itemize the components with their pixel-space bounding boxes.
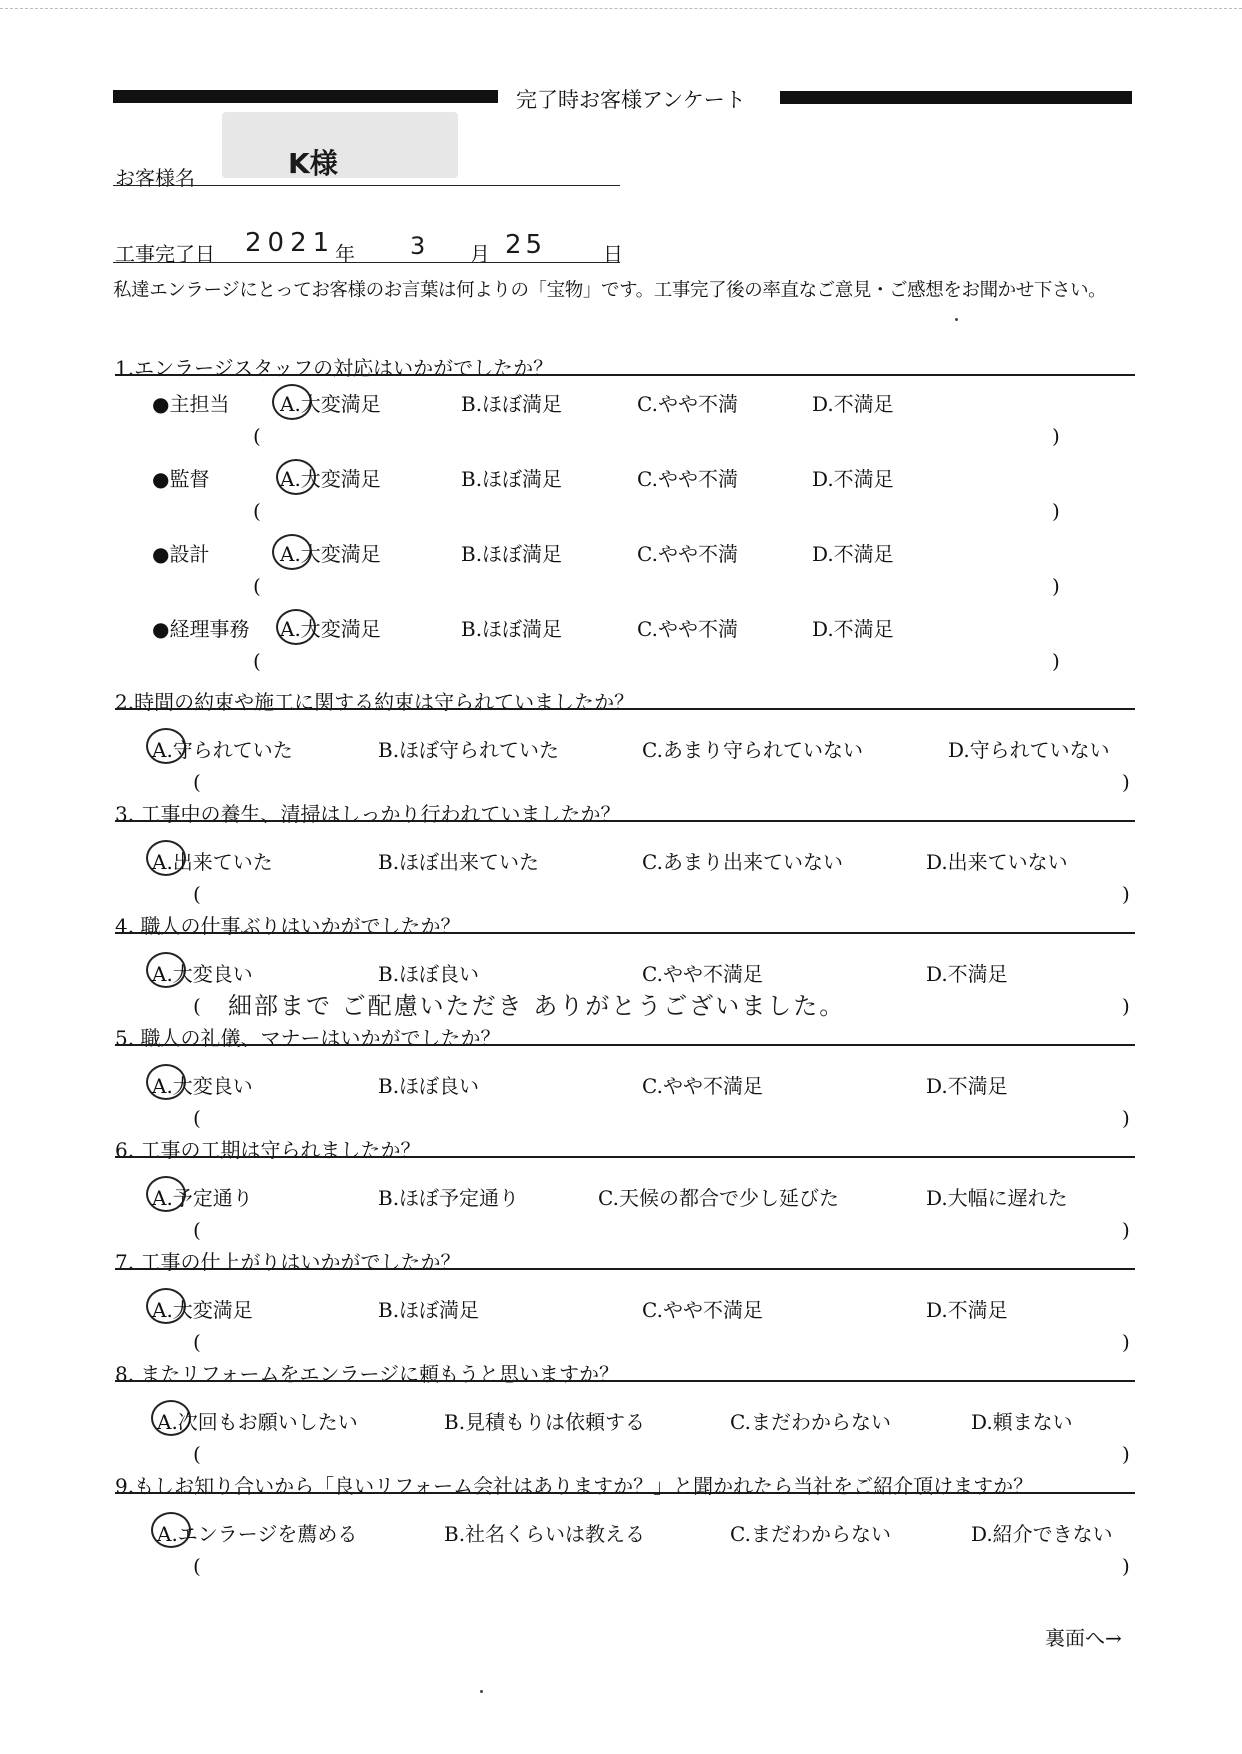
comment-close-paren: ) [1122, 770, 1130, 794]
option-d[interactable]: D.不満足 [812, 542, 894, 566]
completion-label: 工事完了日 [115, 242, 215, 266]
comment-open-paren: ( [253, 424, 261, 448]
option-a[interactable]: A.大変良い [152, 1074, 253, 1098]
question-title: 6. 工事の工期は守られましたか？ [115, 1138, 421, 1162]
scan-edge [0, 0, 1242, 9]
question-rule [115, 708, 1135, 710]
scan-speck [955, 318, 958, 321]
question-rule [115, 1492, 1135, 1494]
option-b[interactable]: B.ほぼ良い [378, 962, 480, 986]
option-c[interactable]: C.やや不満足 [642, 1074, 763, 1098]
option-a[interactable]: A.予定通り [152, 1186, 253, 1210]
comment-open-paren: ( [193, 1554, 201, 1578]
option-c[interactable]: C.やや不満 [637, 617, 738, 641]
option-a[interactable]: A.大変満足 [280, 467, 381, 491]
comment-open-paren: ( [193, 882, 201, 906]
customer-label: お客様名 [115, 166, 195, 190]
option-d[interactable]: D.頼まない [971, 1410, 1073, 1434]
option-d[interactable]: D.不満足 [812, 467, 894, 491]
question-title: 8. またリフォームをエンラージに頼もうと思いますか？ [115, 1362, 620, 1386]
completion-year: 2021 [245, 228, 336, 258]
option-a[interactable]: A.守られていた [152, 738, 293, 762]
question-rule [115, 1044, 1135, 1046]
question-rule [115, 932, 1135, 934]
header-bar-left [113, 90, 498, 103]
comment-open-paren: ( [253, 499, 261, 523]
option-b[interactable]: B.ほぼ良い [378, 1074, 480, 1098]
option-c[interactable]: C.あまり出来ていない [642, 850, 843, 874]
option-a[interactable]: A.大変満足 [152, 1298, 253, 1322]
comment-open-paren: ( [193, 1442, 201, 1466]
option-b[interactable]: B.ほぼ満足 [461, 542, 563, 566]
comment-open-paren: ( [253, 649, 261, 673]
option-a[interactable]: A.大変良い [152, 962, 253, 986]
comment-close-paren: ) [1052, 424, 1060, 448]
option-d[interactable]: D.不満足 [812, 617, 894, 641]
option-b[interactable]: B.ほぼ満足 [461, 392, 563, 416]
option-d[interactable]: D.出来ていない [926, 850, 1068, 874]
option-a[interactable]: A.エンラージを薦める [157, 1522, 358, 1546]
q1-row-label: ●監督 [152, 467, 210, 491]
comment-close-paren: ) [1122, 1442, 1130, 1466]
option-b[interactable]: B.ほぼ出来ていた [378, 850, 540, 874]
comment-close-paren: ) [1122, 994, 1130, 1018]
comment-close-paren: ) [1122, 1218, 1130, 1242]
comment-close-paren: ) [1052, 649, 1060, 673]
survey-title: 完了時お客様アンケート [516, 88, 746, 112]
customer-name: K様 [288, 147, 338, 180]
completion-day: 25 [505, 230, 547, 260]
next-page-label: 裏面へ→ [1045, 1626, 1122, 1650]
comment-close-paren: ) [1122, 882, 1130, 906]
q1-title: 1.エンラージスタッフの対応はいかがでしたか？ [115, 356, 554, 380]
option-b[interactable]: B.ほぼ守られていた [378, 738, 560, 762]
q1-row-label: ●経理事務 [152, 617, 250, 641]
header-bar-right [780, 91, 1132, 104]
comment-open-paren: ( [193, 1330, 201, 1354]
comment-close-paren: ) [1052, 574, 1060, 598]
option-d[interactable]: D.大幅に遅れた [926, 1186, 1068, 1210]
completion-month: 3 [410, 232, 426, 260]
option-d[interactable]: D.不満足 [812, 392, 894, 416]
scan-speck [480, 1690, 483, 1693]
comment-open-paren: ( [193, 1106, 201, 1130]
option-b[interactable]: B.見積もりは依頼する [444, 1410, 646, 1434]
q1-row-label: ●主担当 [152, 392, 230, 416]
question-title: 2.時間の約束や施工に関する約束は守られていましたか？ [115, 690, 635, 714]
question-title: 4. 職人の仕事ぶりはいかがでしたか？ [115, 914, 461, 938]
option-b[interactable]: B.ほぼ満足 [461, 617, 563, 641]
day-unit: 日 [603, 242, 623, 266]
q1-row-label: ●設計 [152, 542, 210, 566]
customer-underline [113, 185, 620, 186]
comment-close-paren: ) [1122, 1330, 1130, 1354]
comment-open-paren: ( [193, 994, 201, 1018]
intro-text: 私達エンラージにとってお客様のお言葉は何よりの「宝物」です。工事完了後の率直なご意見・ご感想をお聞かせ下さい。 [113, 280, 1107, 301]
option-c[interactable]: C.天候の都合で少し延びた [598, 1186, 839, 1210]
option-d[interactable]: D.紹介できない [971, 1522, 1113, 1546]
option-b[interactable]: B.ほぼ満足 [378, 1298, 480, 1322]
option-c[interactable]: C.まだわからない [730, 1410, 891, 1434]
option-c[interactable]: C.やや不満足 [642, 962, 763, 986]
question-title: 3. 工事中の養生、清掃はしっかり行われていましたか？ [115, 802, 621, 826]
question-rule [115, 1380, 1135, 1382]
question-rule [115, 1156, 1135, 1158]
option-b[interactable]: B.ほぼ予定通り [378, 1186, 520, 1210]
option-d[interactable]: D.不満足 [926, 962, 1008, 986]
option-c[interactable]: C.やや不満足 [642, 1298, 763, 1322]
comment-open-paren: ( [193, 1218, 201, 1242]
comment-close-paren: ) [1122, 1554, 1130, 1578]
option-a[interactable]: A.次回もお願いしたい [157, 1410, 358, 1434]
option-a[interactable]: A.大変満足 [280, 617, 381, 641]
question-title: 5. 職人の礼儀、マナーはいかがでしたか？ [115, 1026, 501, 1050]
question-title: 7. 工事の仕上がりはいかがでしたか？ [115, 1250, 461, 1274]
option-d[interactable]: D.守られていない [948, 738, 1110, 762]
completion-underline [113, 262, 620, 263]
comment-close-paren: ) [1052, 499, 1060, 523]
option-c[interactable]: C.やや不満 [637, 542, 738, 566]
comment-close-paren: ) [1122, 1106, 1130, 1130]
question-rule [115, 1268, 1135, 1270]
option-d[interactable]: D.不満足 [926, 1074, 1008, 1098]
question-rule [115, 820, 1135, 822]
year-unit: 年 [335, 242, 355, 266]
option-b[interactable]: B.社名くらいは教える [444, 1522, 646, 1546]
comment-open-paren: ( [193, 770, 201, 794]
option-c[interactable]: C.やや不満 [637, 467, 738, 491]
option-b[interactable]: B.ほぼ満足 [461, 467, 563, 491]
option-a[interactable]: A.出来ていた [152, 850, 273, 874]
option-c[interactable]: C.あまり守られていない [642, 738, 863, 762]
option-a[interactable]: A.大変満足 [280, 542, 381, 566]
q1-rule [115, 374, 1135, 376]
option-c[interactable]: C.やや不満 [637, 392, 738, 416]
option-a[interactable]: A.大変満足 [280, 392, 381, 416]
month-unit: 月 [470, 242, 490, 266]
comment-text[interactable]: 細部まで ご配慮いただき ありがとうございました。 [228, 992, 846, 1020]
option-d[interactable]: D.不満足 [926, 1298, 1008, 1322]
question-title: 9.もしお知り合いから「良いリフォーム会社はありますか？」と聞かれたら当社をご紹介頂けますか？ [115, 1474, 1034, 1498]
comment-open-paren: ( [253, 574, 261, 598]
option-c[interactable]: C.まだわからない [730, 1522, 891, 1546]
redacted-name-area [222, 112, 458, 178]
